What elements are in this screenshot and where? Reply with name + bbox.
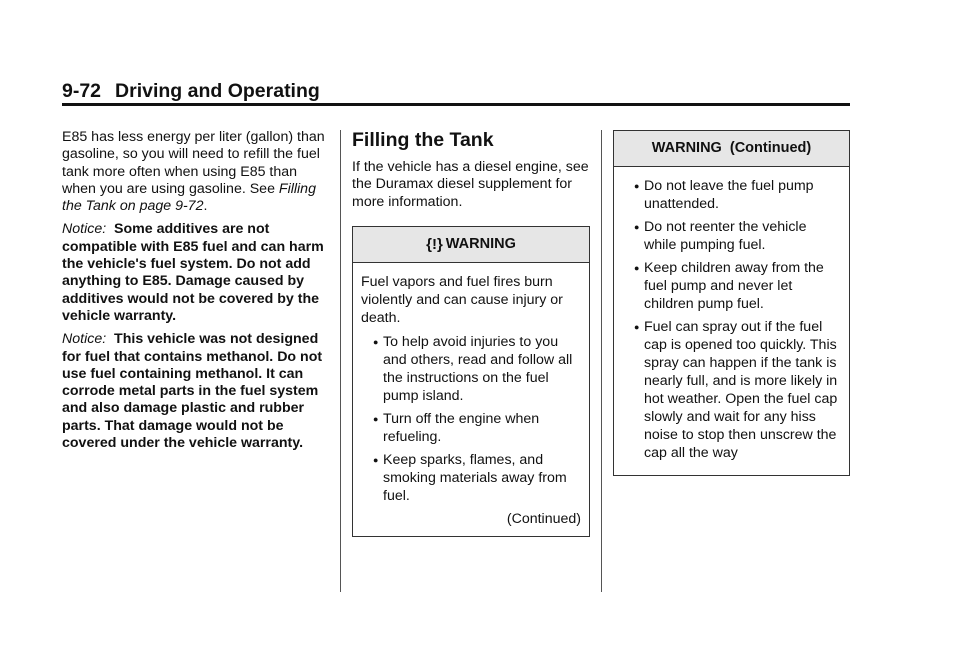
list-item-text: Turn off the engine when refueling. [383, 410, 540, 445]
bullet-icon: ● [634, 322, 640, 332]
bullet-icon: ● [634, 263, 640, 273]
e85-intro-paragraph [62, 129, 327, 215]
list-item [361, 410, 581, 446]
list-item-text: Keep children away from the fuel pump and never let children pump fuel. [644, 260, 824, 312]
list-item-text: Keep sparks, flames, and smoking materials away from fuel. [383, 451, 567, 504]
warning-icon: {!} [426, 235, 443, 253]
chapter-title: Driving and Operating [115, 80, 320, 102]
warning-continued-header: WARNING (Continued) [614, 131, 849, 167]
list-item-text: Do not reenter the vehicle while pumping fuel. [644, 219, 807, 253]
notice-label: Notice: [62, 221, 107, 238]
list-item [361, 451, 581, 505]
page-header [62, 80, 320, 103]
list-item [622, 218, 841, 254]
warning-continued-list [622, 177, 841, 462]
intro-end: . [203, 198, 208, 215]
filling-tank-reference[interactable]: Filling the Tank on page 9-72 [62, 180, 316, 215]
e85-intro-text: E85 has less energy per liter (gallon) than gasoline, so you will need to refill the fuel tank more often when using E85 than when you are using gasoline. See [62, 129, 325, 197]
warning-title: WARNING [445, 235, 516, 252]
notice-label: Notice: [62, 331, 107, 348]
notice-methanol [62, 331, 327, 452]
column-3 [613, 130, 850, 476]
bullet-icon: ● [373, 454, 379, 465]
bullet-icon: ● [634, 181, 640, 191]
warning-box [352, 226, 590, 537]
list-item-text: Fuel can spray out if the fuel cap is opened too quickly. This spray can happen if the tank is nearly full, and is more likely in hot weather. Open the fuel cap slowly and wait for any hiss noise to stop then unscrew the cap all the way [644, 319, 838, 461]
column-divider-right [601, 130, 602, 592]
continued-label: (Continued) [506, 510, 581, 527]
bullet-icon: ● [373, 336, 379, 347]
warning-continued-box [613, 130, 850, 476]
page-number: 9-72 [62, 80, 102, 102]
warning-header [353, 227, 589, 263]
list-item-text: Do not leave the fuel pump unattended. [644, 178, 814, 212]
bullet-icon: ● [373, 413, 379, 424]
notice-additives-text: Some additives are not compatible with E85 fuel and can harm the vehicle's fuel system. Do not add anything to E85. Damage caused by additives would not be covered by the vehicle warranty. [62, 221, 324, 324]
list-item-text: To help avoid injuries to you and others, read and follow all the instructions on the fuel pump island. [383, 333, 573, 404]
list-item [622, 259, 841, 313]
section-title: Filling the Tank [352, 129, 494, 151]
header-rule [62, 103, 850, 106]
warning-list [361, 333, 581, 505]
warning-lead: Fuel vapors and fuel fires burn violently and can cause injury or death. [361, 273, 563, 326]
column-1 [62, 129, 327, 458]
warning-body [353, 263, 589, 536]
diesel-note: If the vehicle has a diesel engine, see the Duramax diesel supplement for more information. [352, 159, 589, 210]
warning-continued-body [614, 167, 849, 475]
column-divider-left [340, 130, 341, 592]
list-item [622, 177, 841, 213]
list-item [361, 333, 581, 405]
notice-methanol-text: This vehicle was not designed for fuel that contains methanol. Do not use fuel containing methanol. It can corrode metal parts in the fuel system and also damage plastic and rubber parts. That damage would not be covered under the vehicle warranty. [62, 331, 323, 452]
column-2 [352, 129, 590, 537]
list-item [622, 318, 841, 462]
bullet-icon: ● [634, 222, 640, 232]
notice-additives [62, 221, 327, 325]
